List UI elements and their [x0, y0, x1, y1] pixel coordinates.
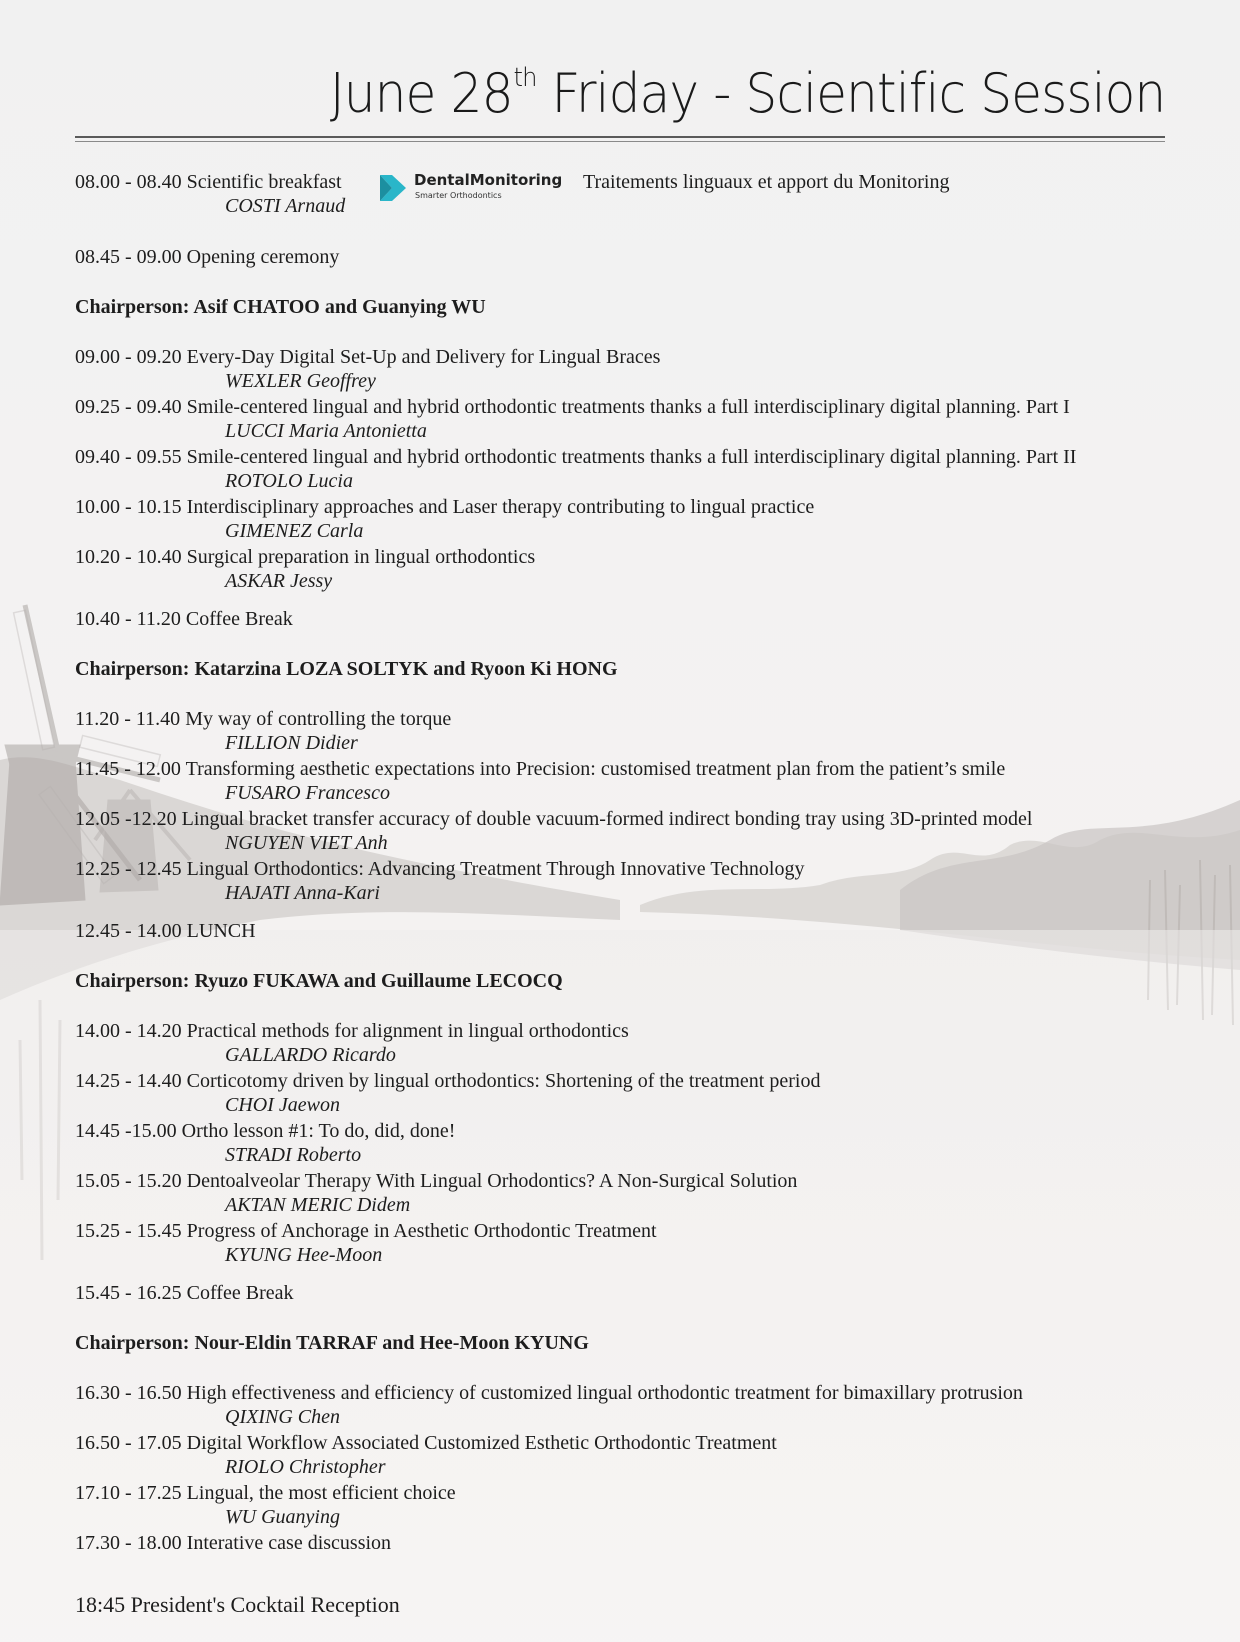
talk-time: 10.00 - 10.15 [75, 496, 182, 518]
break-title: Coffee Break [185, 608, 293, 630]
break-time: 10.40 - 11.20 [75, 608, 181, 630]
talk-row [75, 857, 804, 881]
talk-row [75, 1119, 455, 1143]
talk-speaker: WU Guanying [225, 1506, 340, 1528]
talk-title: Surgical preparation in lingual orthodontics [186, 546, 536, 568]
talk-row [75, 395, 1070, 419]
talk-title: My way of controlling the torque [185, 708, 452, 730]
talk-title: Ortho lesson #1: To do, did, done! [181, 1120, 456, 1142]
talk-speaker: STRADI Roberto [225, 1144, 362, 1166]
breakfast-speaker: COSTI Arnaud [225, 195, 346, 217]
break-row [75, 607, 293, 631]
break-title: Coffee Break [186, 1282, 294, 1304]
talk-row [75, 1019, 629, 1043]
talk-row [75, 707, 451, 731]
session-time: 08.00 - 08.40 [75, 171, 182, 193]
talk-row [75, 1169, 797, 1193]
talk-row [75, 1381, 1023, 1405]
talk-speaker: GIMENEZ Carla [225, 520, 364, 542]
break-time: 12.45 - 14.00 [75, 920, 182, 942]
talk-speaker: ASKAR Jessy [225, 570, 333, 592]
talk-title: Interdisciplinary approaches and Laser therapy contributing to lingual practice [186, 496, 815, 518]
chairperson-heading: Chairperson: Ryuzo FUKAWA and Guillaume LECOCQ [75, 970, 563, 992]
title-ordinal-suffix: th [513, 63, 537, 93]
talk-title: Lingual bracket transfer accuracy of double vacuum-formed indirect bonding tray using 3D-printed model [181, 808, 1033, 830]
talk-title: Lingual, the most efficient choice [186, 1482, 456, 1504]
talk-time: 12.25 - 12.45 [75, 858, 182, 880]
talk-speaker: FILLION Didier [225, 732, 358, 754]
title-session: Friday - Scientific Session [536, 62, 1165, 125]
talk-speaker: CHOI Jaewon [225, 1094, 340, 1116]
break-row [75, 1281, 293, 1305]
break-title: LUNCH [186, 920, 256, 942]
talk-time: 15.25 - 15.45 [75, 1220, 182, 1242]
talk-title: Every-Day Digital Set-Up and Delivery for Lingual Braces [186, 346, 661, 368]
chairperson-heading: Chairperson: Katarzina LOZA SOLTYK and Ryoon Ki HONG [75, 658, 618, 680]
talk-title: Smile-centered lingual and hybrid orthodontic treatments thanks a full interdisciplinary digital planning. Part II [186, 446, 1077, 468]
talk-time: 09.00 - 09.20 [75, 346, 182, 368]
talk-time: 12.05 -12.20 [75, 808, 177, 830]
talk-title: Progress of Anchorage in Aesthetic Orthodontic Treatment [186, 1220, 657, 1242]
talk-row [75, 807, 1032, 831]
talk-row [75, 1431, 777, 1455]
session-title: Scientific breakfast [186, 171, 342, 193]
talk-time: 15.05 - 15.20 [75, 1170, 182, 1192]
breakfast-topic: Traitements linguaux et apport du Monitoring [583, 171, 950, 193]
sponsor-name: DentalMonitoring [414, 171, 563, 189]
talk-time: 14.00 - 14.20 [75, 1020, 182, 1042]
talk-speaker: LUCCI Maria Antonietta [225, 420, 427, 442]
talk-time: 11.45 - 12.00 [75, 758, 181, 780]
talk-title: Corticotomy driven by lingual orthodontics: Shortening of the treatment period [186, 1070, 821, 1092]
talk-speaker: GALLARDO Ricardo [225, 1044, 396, 1066]
talk-speaker: ROTOLO Lucia [225, 470, 353, 492]
talk-speaker: NGUYEN VIET Anh [225, 832, 388, 854]
talk-title: Transforming aesthetic expectations into Precision: customised treatment plan from the patient’s smile [185, 758, 1006, 780]
talk-row [75, 445, 1076, 469]
talk-title: Smile-centered lingual and hybrid orthodontic treatments thanks a full interdisciplinary digital planning. Part I [186, 396, 1070, 418]
sponsor-tagline: Smarter Orthodontics [415, 191, 502, 200]
session-time: 08.45 - 09.00 [75, 246, 182, 268]
talk-time: 09.40 - 09.55 [75, 446, 182, 468]
talk-speaker: RIOLO Christopher [225, 1456, 386, 1478]
talk-row [75, 1481, 456, 1505]
talk-time: 16.30 - 16.50 [75, 1382, 182, 1404]
talk-title: High effectiveness and efficiency of customized lingual orthodontic treatment for bimaxillary protrusion [186, 1382, 1023, 1404]
sponsor-logo [378, 171, 570, 203]
talk-time: 16.50 - 17.05 [75, 1432, 182, 1454]
talk-speaker: AKTAN MERIC Didem [225, 1194, 411, 1216]
talk-row [75, 757, 1005, 781]
opening-row [75, 245, 339, 269]
talk-time: 14.45 -15.00 [75, 1120, 177, 1142]
talk-time: 11.20 - 11.40 [75, 708, 181, 730]
talk-time: 14.25 - 14.40 [75, 1070, 182, 1092]
talk-row [75, 545, 535, 569]
talk-speaker: FUSARO Francesco [225, 782, 390, 804]
talk-title: Interative case discussion [186, 1532, 392, 1554]
talk-title: Practical methods for alignment in lingual orthodontics [186, 1020, 629, 1042]
talk-row [75, 495, 814, 519]
chairperson-heading: Chairperson: Nour-Eldin TARRAF and Hee-Moon KYUNG [75, 1332, 589, 1354]
talk-row [75, 1069, 820, 1093]
title-date: June 28 [329, 62, 513, 125]
dental-monitoring-logo-icon [378, 173, 408, 203]
talk-speaker: HAJATI Anna-Kari [225, 882, 380, 904]
reception-row [75, 1592, 400, 1618]
talk-time: 17.30 - 18.00 [75, 1532, 182, 1554]
page-title [330, 62, 1165, 125]
talk-speaker: KYUNG Hee-Moon [225, 1244, 383, 1266]
chairperson-heading: Chairperson: Asif CHATOO and Guanying WU [75, 296, 486, 318]
talk-time: 17.10 - 17.25 [75, 1482, 182, 1504]
talk-title: Dentoalveolar Therapy With Lingual Orhodontics? A Non-Surgical Solution [186, 1170, 798, 1192]
break-time: 15.45 - 16.25 [75, 1282, 182, 1304]
talk-speaker: QIXING Chen [225, 1406, 340, 1428]
talk-time: 10.20 - 10.40 [75, 546, 182, 568]
talk-row [75, 1219, 657, 1243]
reception-time: 18:45 [75, 1592, 126, 1617]
title-divider-thin [75, 141, 1165, 142]
talk-title: Lingual Orthodontics: Advancing Treatment Through Innovative Technology [186, 858, 805, 880]
lunch-row [75, 919, 256, 943]
session-title: Opening ceremony [186, 246, 340, 268]
title-divider [75, 136, 1165, 138]
talk-speaker: WEXLER Geoffrey [225, 370, 376, 392]
talk-row [75, 345, 660, 369]
discussion-row [75, 1531, 391, 1555]
breakfast-row [75, 170, 342, 194]
reception-title: President's Cocktail Reception [130, 1592, 400, 1617]
talk-title: Digital Workflow Associated Customized Esthetic Orthodontic Treatment [186, 1432, 777, 1454]
talk-time: 09.25 - 09.40 [75, 396, 182, 418]
